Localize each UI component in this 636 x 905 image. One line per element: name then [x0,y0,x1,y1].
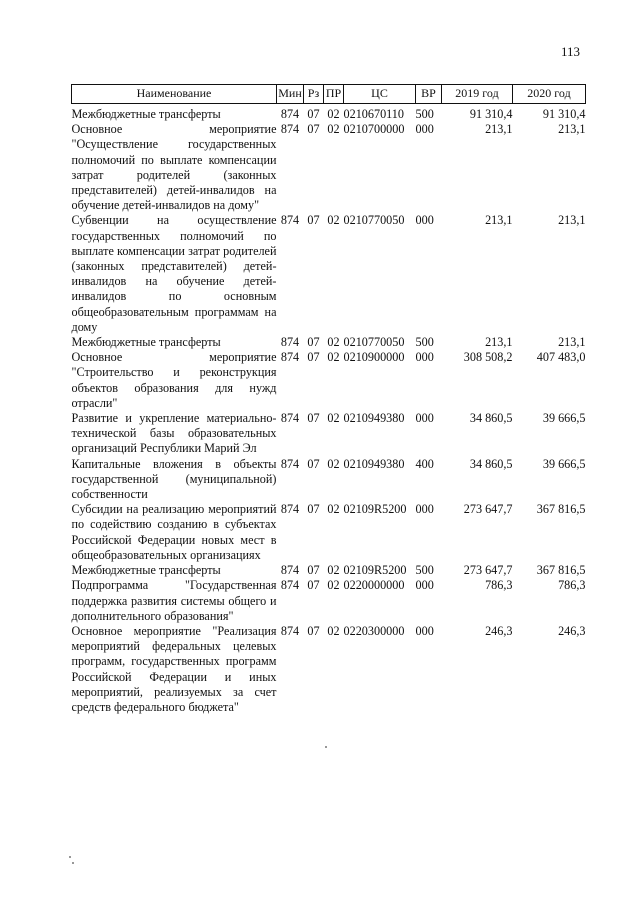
row-vr: 000 [415,502,434,517]
row-2020: 367 816,5 [536,563,586,578]
row-pr: 02 [327,107,340,121]
table-row [72,213,586,335]
row-pr: 02 [327,411,340,426]
row-rz: 07 [307,623,320,638]
row-rz: 07 [307,350,320,365]
row-vr: 000 [415,623,434,638]
table-row [72,502,586,563]
row-rz: 07 [307,502,320,517]
row-2020: 213,1 [558,213,586,228]
row-2019: 213,1 [485,335,513,350]
table-row [72,107,586,122]
row-rz: 07 [307,411,320,426]
row-vr: 400 [415,456,434,471]
row-name: Основное мероприятие "Осуществление государственных полномочий по выплате компенсации затрат родителей (законных представителей) детей-инвалидов на обучение детей-инвалидов на дому" [71,122,277,213]
row-pr: 02 [327,578,340,593]
row-2020: 91 310,4 [542,107,586,121]
row-min: 874 [280,122,300,137]
row-pr: 02 [327,213,340,228]
header-rz: Рз [304,85,324,104]
row-name: Основное мероприятие "Строительство и реконструкция объектов образования для нужд отрасли" [71,350,277,410]
row-2020: 213,1 [558,335,586,350]
row-name: Межбюджетные трансферты [71,335,221,350]
row-2019: 308 508,2 [463,350,513,365]
row-cs: 0210670110 [343,107,404,121]
row-rz: 07 [307,213,320,228]
row-2019: 34 860,5 [469,456,513,471]
row-name: Основное мероприятие "Реализация мероприятий федеральных целевых программ, государственных программ Российской Федерации и иных мероприятий, реализуемых за счет средств федерального бюджета" [71,623,277,714]
row-min: 874 [280,335,300,350]
row-name: Развитие и укрепление материально-технической базы образовательных организаций Республики Марий Эл [71,411,277,456]
row-cs: 02109R5200 [343,502,407,517]
row-pr: 02 [327,456,340,471]
row-vr: 500 [415,335,434,350]
row-cs: 0220000000 [343,578,405,593]
table-body [72,104,586,716]
row-cs: 0210770050 [343,213,405,228]
row-pr: 02 [327,122,340,137]
row-2020: 213,1 [558,122,586,137]
row-min: 874 [280,578,300,593]
row-2019: 273 647,7 [463,563,513,578]
table-row [72,411,586,457]
row-2020: 367 816,5 [536,502,586,517]
scan-speck [325,746,327,748]
table-row [72,335,586,350]
row-name: Межбюджетные трансферты [71,107,221,121]
row-vr: 000 [415,213,434,228]
row-min: 874 [280,411,300,426]
row-2019: 34 860,5 [469,411,513,426]
row-pr: 02 [327,502,340,517]
row-name: Подпрограмма "Государственная поддержка развития системы общего и дополнительного образования" [71,578,277,623]
table-header-row [72,85,586,104]
scan-speck [72,862,74,864]
row-min: 874 [280,563,300,578]
table-row [72,578,586,624]
row-2019: 246,3 [485,623,513,638]
row-rz: 07 [307,578,320,593]
row-cs: 0210770050 [343,335,405,350]
row-2020: 39 666,5 [542,456,586,471]
row-name: Капитальные вложения в объекты государственной (муниципальной) собственности [71,456,277,502]
header-min: Мин [277,85,304,104]
row-2020: 407 483,0 [536,350,586,365]
row-2020: 246,3 [558,623,586,638]
row-name: Межбюджетные трансферты [71,563,221,578]
row-rz: 07 [307,335,320,350]
header-vr: ВР [416,85,442,104]
row-pr: 02 [327,563,340,578]
row-2019: 213,1 [485,213,513,228]
header-name: Наименование [72,85,277,104]
table-row [72,563,586,578]
budget-table [71,84,586,715]
row-rz: 07 [307,107,320,121]
row-vr: 000 [415,122,434,137]
row-cs: 02109R5200 [343,563,407,578]
header-2019: 2019 год [442,85,513,104]
row-min: 874 [280,350,300,365]
row-pr: 02 [327,623,340,638]
page-number: 113 [560,44,580,59]
table-row [72,624,586,715]
row-name: Субсидии на реализацию мероприятий по содействию созданию в субъектах Российской Федерации новых мест в общеобразовательных организациях [71,502,277,562]
row-rz: 07 [307,122,320,137]
table-row [72,350,586,411]
row-vr: 000 [415,350,434,365]
row-2019: 91 310,4 [469,107,513,121]
row-cs: 0210949380 [343,411,405,426]
row-cs: 0220300000 [343,623,405,638]
row-cs: 0210700000 [343,122,405,137]
row-2020: 786,3 [558,578,586,593]
row-pr: 02 [327,335,340,350]
table-row [72,122,586,213]
table-row [72,457,586,503]
row-name: Субвенции на осуществление государственных полномочий по выплате компенсации затрат родителей (законных представителей) детей-инвалидов на обучение детей-инвалидов по основным общеобразовательным программам на дому [71,213,277,334]
row-min: 874 [280,456,300,471]
row-min: 874 [280,502,300,517]
row-rz: 07 [307,563,320,578]
header-pr: ПР [324,85,344,104]
row-rz: 07 [307,456,320,471]
row-2019: 213,1 [485,122,513,137]
row-min: 874 [280,107,300,121]
row-vr: 500 [415,563,434,578]
row-vr: 000 [415,411,434,426]
row-vr: 500 [415,107,434,121]
row-2019: 273 647,7 [463,502,513,517]
row-pr: 02 [327,350,340,365]
row-min: 874 [280,623,300,638]
row-2020: 39 666,5 [542,411,586,426]
header-cs: ЦС [344,85,416,104]
row-cs: 0210900000 [343,350,405,365]
row-2019: 786,3 [485,578,513,593]
row-min: 874 [280,213,300,228]
row-vr: 000 [415,578,434,593]
scan-speck [69,856,71,858]
header-2020: 2020 год [513,85,586,104]
row-cs: 0210949380 [343,456,405,471]
